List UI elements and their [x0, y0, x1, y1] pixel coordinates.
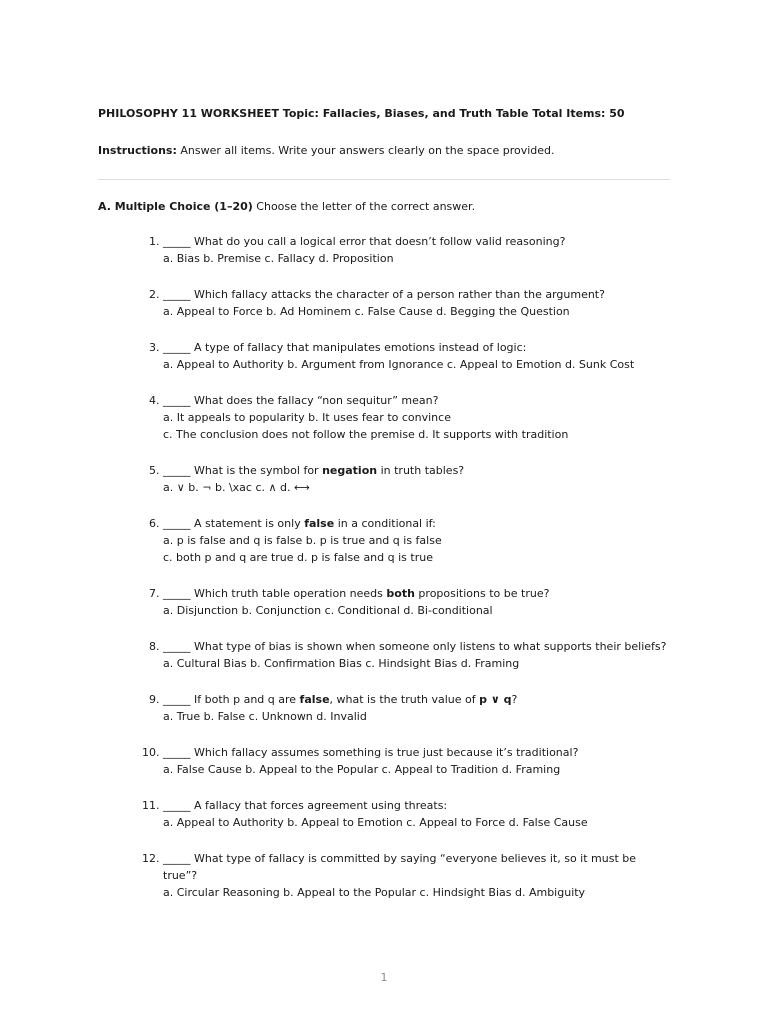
instructions: [98, 142, 670, 159]
answer-blank[interactable]: _____: [163, 852, 194, 865]
question-text: ?: [511, 693, 518, 706]
answer-blank[interactable]: _____: [163, 693, 194, 706]
question-text: What does the fallacy “non sequitur” mean?: [194, 394, 439, 407]
question-item: [163, 515, 670, 566]
question-bold-term: false: [304, 517, 335, 530]
answer-blank[interactable]: _____: [163, 517, 194, 530]
question-options: a. False Cause b. Appeal to the Popular c. Appeal to Tradition d. Framing: [163, 763, 561, 776]
question-options: a. p is false and q is false b. p is true and q is false: [163, 534, 442, 547]
question-options: a. True b. False c. Unknown d. Invalid: [163, 710, 367, 723]
worksheet-page: [98, 105, 670, 920]
question-options: a. Appeal to Authority b. Argument from Ignorance c. Appeal to Emotion d. Sunk Cost: [163, 358, 635, 371]
answer-blank[interactable]: _____: [163, 640, 194, 653]
question-text: in truth tables?: [377, 464, 465, 477]
answer-blank[interactable]: _____: [163, 235, 194, 248]
question-item: [163, 286, 670, 320]
question-item: [163, 585, 670, 619]
question-text: What type of fallacy is committed by saying “everyone believes it, so it must be true”?: [163, 852, 637, 882]
section-a-heading: [98, 198, 670, 215]
question-item: [163, 744, 670, 778]
question-text: propositions to be true?: [414, 587, 550, 600]
question-text: What is the symbol for: [194, 464, 323, 477]
answer-blank[interactable]: _____: [163, 394, 194, 407]
question-text: , what is the truth value of: [329, 693, 480, 706]
answer-blank[interactable]: _____: [163, 587, 194, 600]
section-a-label: A. Multiple Choice (1–20): [98, 200, 253, 213]
question-bold-term: both: [386, 587, 415, 600]
section-a-text: Choose the letter of the correct answer.: [252, 200, 476, 213]
question-options: c. both p and q are true d. p is false and q is true: [163, 551, 433, 564]
question-item: [163, 339, 670, 373]
divider: [98, 179, 670, 180]
answer-blank[interactable]: _____: [163, 464, 194, 477]
question-item: [163, 850, 670, 901]
question-text: If both p and q are: [194, 693, 300, 706]
question-item: [163, 462, 670, 496]
question-options: a. It appeals to popularity b. It uses fear to convince: [163, 411, 451, 424]
question-options: a. Cultural Bias b. Confirmation Bias c. Hindsight Bias d. Framing: [163, 657, 520, 670]
question-options: a. Appeal to Force b. Ad Hominem c. False Cause d. Begging the Question: [163, 305, 570, 318]
question-list: [98, 233, 670, 901]
question-item: [163, 691, 670, 725]
question-options: a. Disjunction b. Conjunction c. Conditional d. Bi-conditional: [163, 604, 493, 617]
question-options: a. Circular Reasoning b. Appeal to the Popular c. Hindsight Bias d. Ambiguity: [163, 886, 586, 899]
page-number: 1: [380, 971, 388, 984]
question-options: a. Bias b. Premise c. Fallacy d. Proposition: [163, 252, 394, 265]
question-text: A statement is only: [194, 517, 305, 530]
question-item: [163, 797, 670, 831]
question-options: a. Appeal to Authority b. Appeal to Emotion c. Appeal to Force d. False Cause: [163, 816, 588, 829]
instructions-text: Answer all items. Write your answers clearly on the space provided.: [176, 144, 555, 157]
question-text: in a conditional if:: [334, 517, 436, 530]
answer-blank[interactable]: _____: [163, 288, 194, 301]
question-text: Which fallacy assumes something is true just because it’s traditional?: [194, 746, 579, 759]
question-text: Which fallacy attacks the character of a person rather than the argument?: [194, 288, 605, 301]
instructions-label: Instructions:: [98, 144, 177, 157]
question-item: [163, 233, 670, 267]
question-bold-term: negation: [322, 464, 378, 477]
question-text: What type of bias is shown when someone only listens to what supports their beliefs?: [194, 640, 667, 653]
question-bold-term: p ∨ q: [479, 693, 512, 706]
question-item: [163, 638, 670, 672]
question-options: a. ∨ b. ¬ b. \xac c. ∧ d. ⟷: [163, 481, 310, 494]
question-text: A type of fallacy that manipulates emotions instead of logic:: [194, 341, 527, 354]
question-text: What do you call a logical error that doesn’t follow valid reasoning?: [194, 235, 566, 248]
question-item: [163, 392, 670, 443]
question-text: A fallacy that forces agreement using threats:: [194, 799, 448, 812]
answer-blank[interactable]: _____: [163, 746, 194, 759]
answer-blank[interactable]: _____: [163, 341, 194, 354]
question-options: c. The conclusion does not follow the premise d. It supports with tradition: [163, 428, 569, 441]
question-text: Which truth table operation needs: [194, 587, 387, 600]
worksheet-title: PHILOSOPHY 11 WORKSHEET Topic: Fallacies, Biases, and Truth Table Total Items: 50: [98, 107, 625, 120]
question-bold-term: false: [299, 693, 330, 706]
answer-blank[interactable]: _____: [163, 799, 194, 812]
